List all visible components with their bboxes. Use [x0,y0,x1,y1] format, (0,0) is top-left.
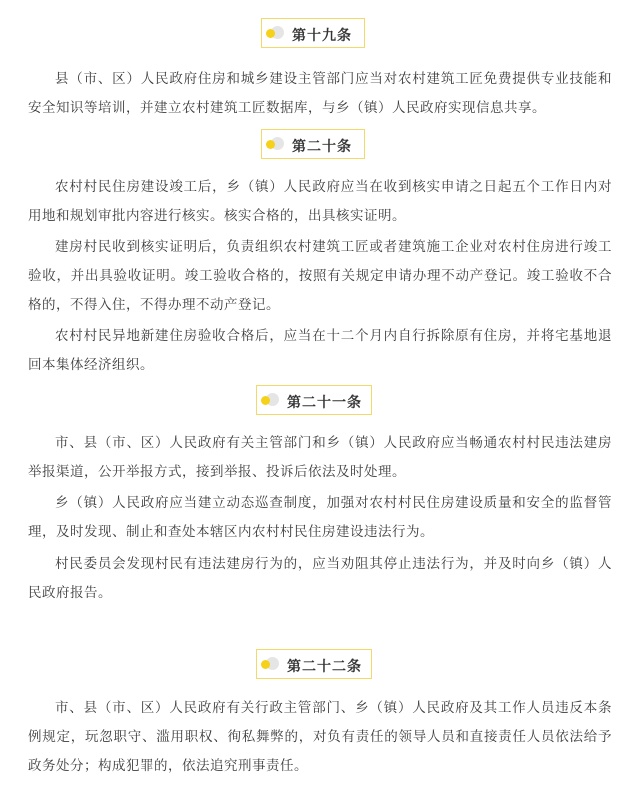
bullet-dot-icon [266,136,282,152]
article-21-paragraph-3: 村民委员会发现村民有违法建房行为的，应当劝阻其停止违法行为，并及时向乡（镇）人民政府报告。 [28,556,612,601]
article-21-heading: 第二十一条 [287,395,362,411]
article-20-paragraph-2: 建房村民收到核实证明后，负责组织农村建筑工匠或者建筑施工企业对农村住房进行竣工验收，并出具验收证明。竣工验收合格的，按照有关规定申请办理不动产登记。竣工验收不合格的，不得入住，不得办理不动产登记。 [28,239,612,313]
article-21-paragraph-1: 市、县（市、区）人民政府有关主管部门和乡（镇）人民政府应当畅通农村村民违法建房举报渠道，公开举报方式，接到举报、投诉后依法及时处理。 [28,435,612,480]
article-21-heading-badge [256,385,372,415]
article-22-heading-badge [256,649,372,679]
article-19-heading: 第十九条 [292,28,352,44]
article-19-paragraph-1: 县（市、区）人民政府住房和城乡建设主管部门应当对农村建筑工匠免费提供专业技能和安全知识等培训，并建立农村建筑工匠数据库，与乡（镇）人民政府实现信息共享。 [28,71,612,116]
article-21-paragraph-2: 乡（镇）人民政府应当建立动态巡查制度，加强对农村村民住房建设质量和安全的监督管理，及时发现、制止和查处本辖区内农村村民住房建设违法行为。 [28,495,612,540]
article-20-heading: 第二十条 [292,139,352,155]
article-22-paragraph-1: 市、县（市、区）人民政府有关行政主管部门、乡（镇）人民政府及其工作人员违反本条例规定，玩忽职守、滥用职权、徇私舞弊的，对负有责任的领导人员和直接责任人员依法给予政务处分；构成犯罪的，依法追究刑事责任。 [28,700,612,774]
article-20-paragraph-3: 农村村民异地新建住房验收合格后，应当在十二个月内自行拆除原有住房，并将宅基地退回本集体经济组织。 [28,328,612,373]
bullet-dot-icon [261,656,277,672]
article-19-heading-badge [261,18,365,48]
article-22-heading: 第二十二条 [287,659,362,675]
article-20-paragraph-1: 农村村民住房建设竣工后，乡（镇）人民政府应当在收到核实申请之日起五个工作日内对用地和规划审批内容进行核实。核实合格的，出具核实证明。 [28,179,612,224]
bullet-dot-icon [261,392,277,408]
article-20-heading-badge [261,129,365,159]
bullet-dot-icon [266,25,282,41]
